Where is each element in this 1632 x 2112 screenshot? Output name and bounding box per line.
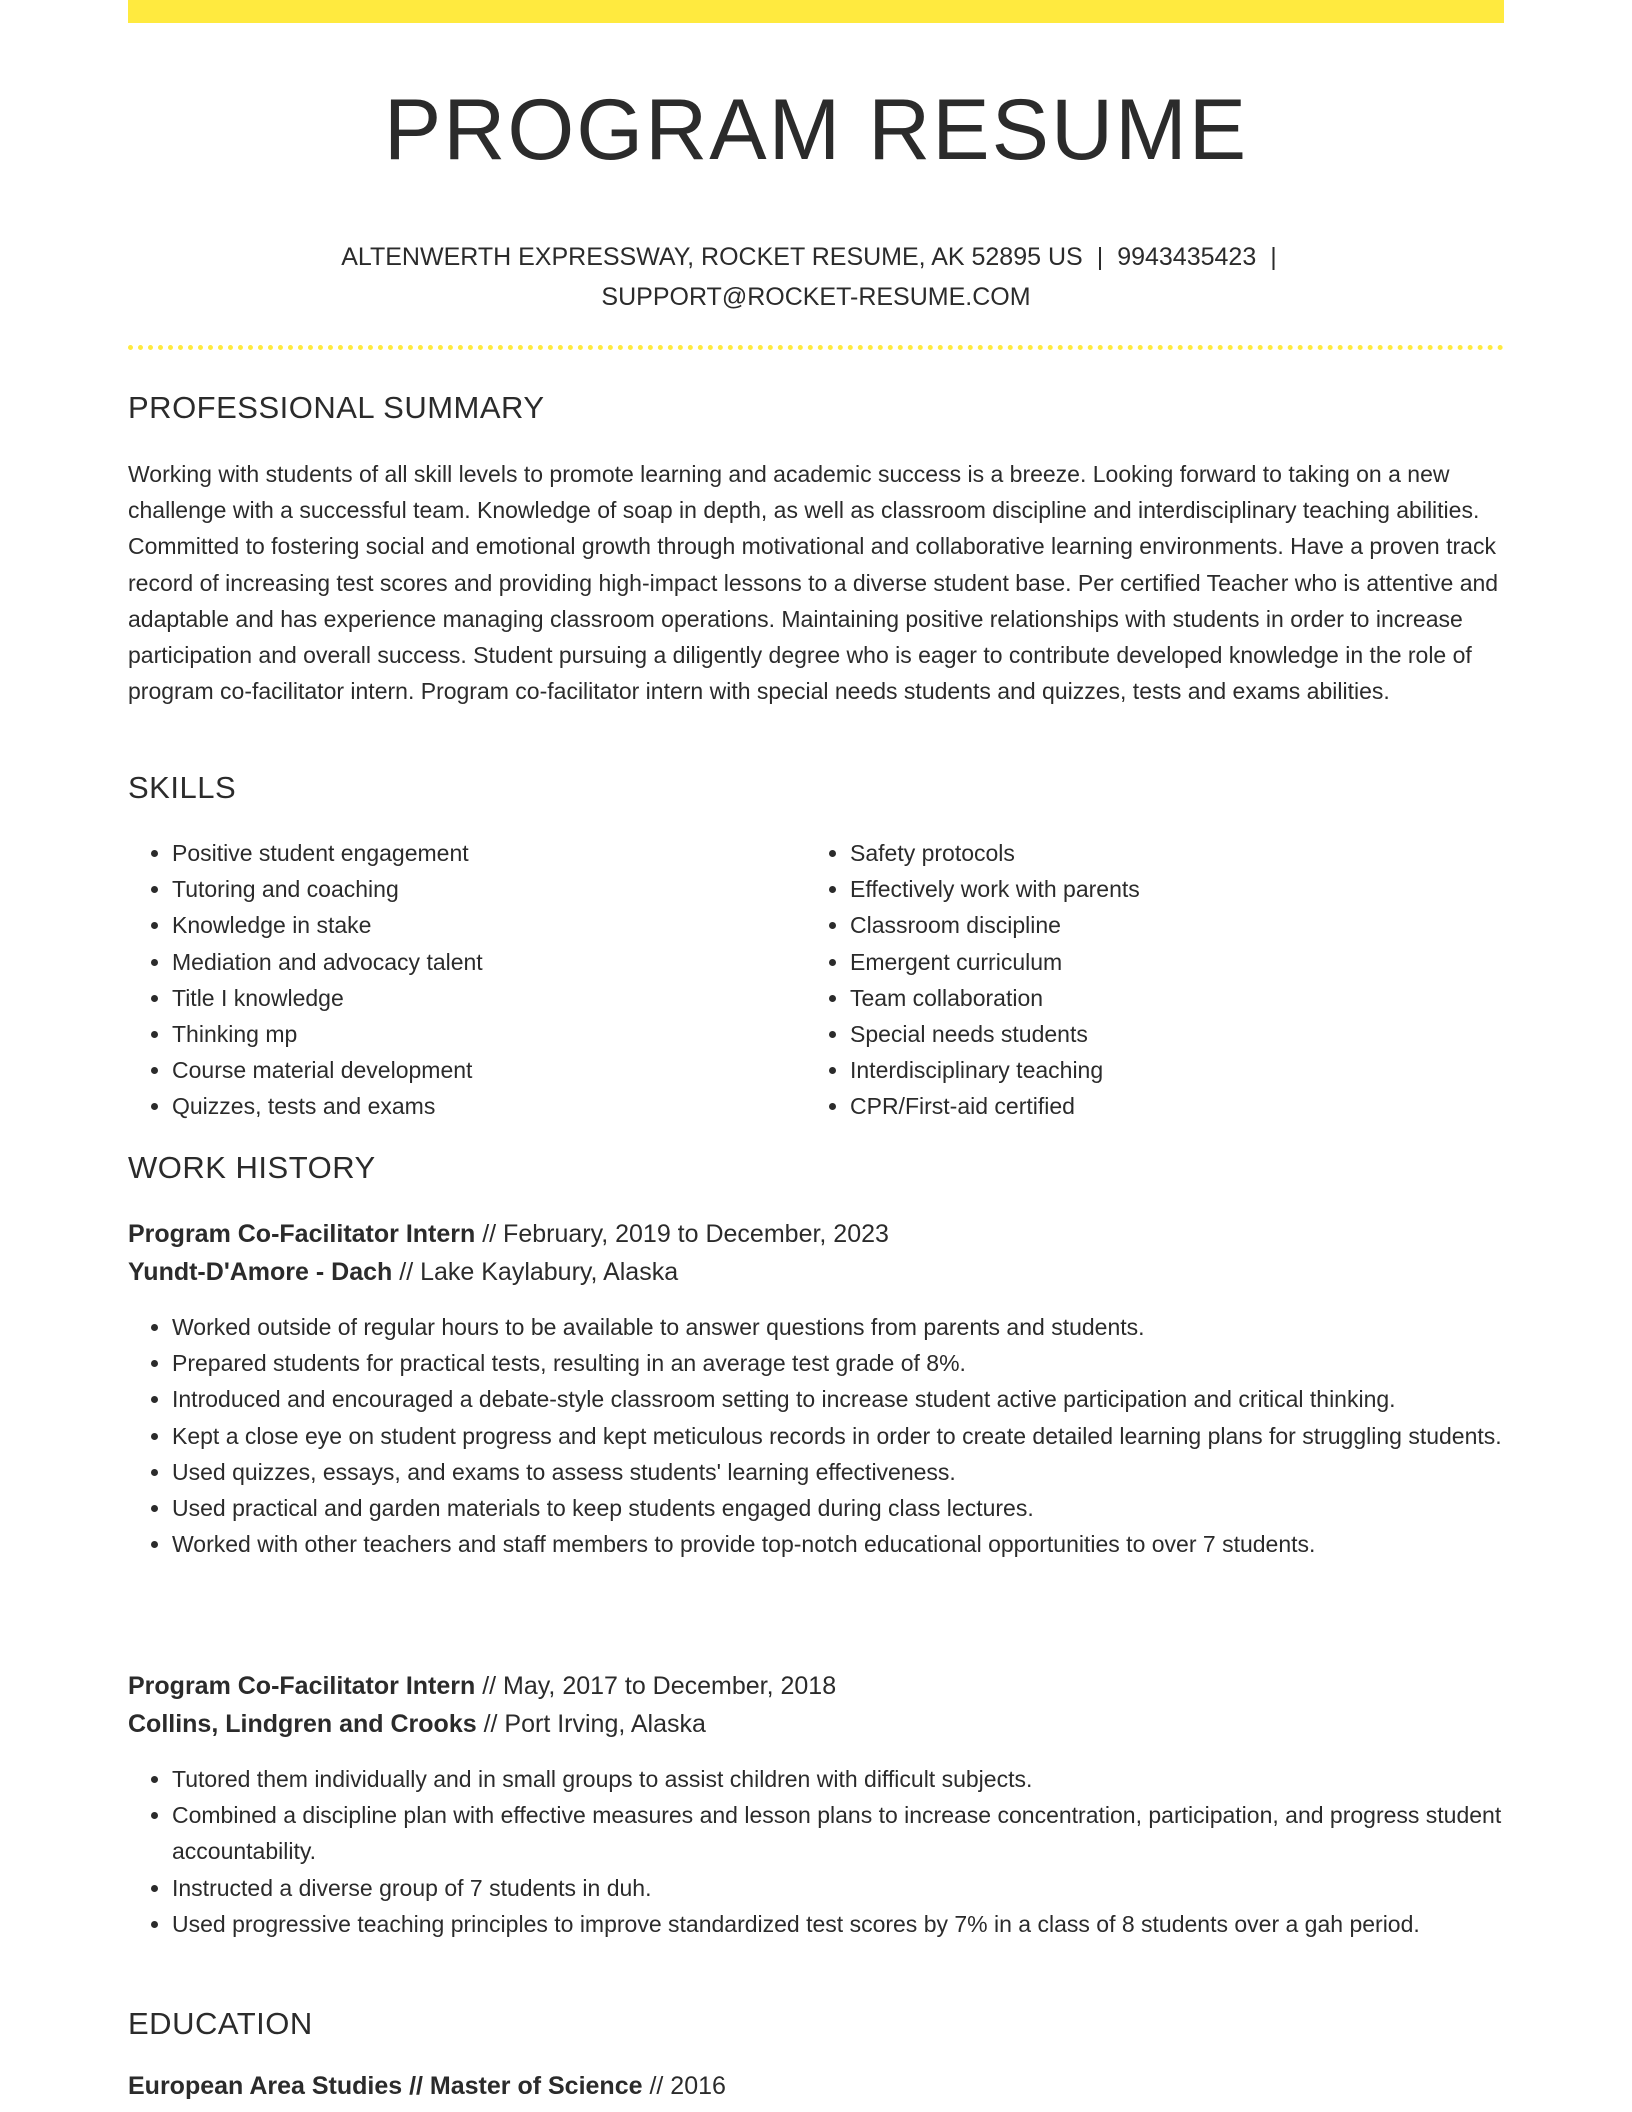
skill-item: • Tutoring and coaching — [172, 871, 812, 907]
job-duty: • Used practical and garden materials to keep students engaged during class lectures. — [172, 1490, 1512, 1526]
education-entry — [128, 2067, 1504, 2105]
job-location: // Port Irving, Alaska — [476, 1710, 706, 1738]
job-duty: • Used progressive teaching principles to improve standardized test scores by 7% in a class of 8 students over a gah period. — [172, 1906, 1512, 1942]
skill-item: • Title I knowledge — [172, 980, 812, 1016]
skill-item: • Special needs students — [850, 1016, 1530, 1052]
job-location: // Lake Kaylabury, Alaska — [392, 1258, 679, 1286]
job-dates: // February, 2019 to December, 2023 — [475, 1220, 889, 1248]
job-duty: • Kept a close eye on student progress and kept meticulous records in order to create detailed learning plans for struggling students. — [172, 1418, 1512, 1454]
section-title-education: EDUCATION — [128, 2006, 313, 2041]
skill-item: • CPR/First-aid certified — [850, 1088, 1530, 1124]
job-company-line — [128, 1253, 1504, 1291]
job-duty: • Worked outside of regular hours to be available to answer questions from parents and students. — [172, 1309, 1512, 1345]
skill-item: • Mediation and advocacy talent — [172, 944, 812, 980]
skills-list-right — [806, 835, 1530, 1125]
skill-item: • Effectively work with parents — [850, 871, 1530, 907]
skill-item: • Emergent curriculum — [850, 944, 1530, 980]
education-year: // 2016 — [642, 2072, 726, 2100]
job-duties-list — [128, 1761, 1512, 1942]
job-duty: • Tutored them individually and in small groups to assist children with difficult subjects. — [172, 1761, 1512, 1797]
skill-item: • Team collaboration — [850, 980, 1530, 1016]
contact-info — [128, 237, 1504, 317]
skill-item: • Safety protocols — [850, 835, 1530, 871]
contact-separator: | — [1270, 243, 1277, 271]
section-title-skills: SKILLS — [128, 770, 237, 805]
job-role: Program Co-Facilitator Intern — [128, 1220, 476, 1248]
job-duty: • Used quizzes, essays, and exams to assess students' learning effectiveness. — [172, 1454, 1512, 1490]
skill-item: • Thinking mp — [172, 1016, 812, 1052]
top-accent-bar — [128, 0, 1504, 23]
contact-separator: | — [1096, 243, 1104, 271]
section-title-summary: PROFESSIONAL SUMMARY — [128, 390, 545, 425]
summary-text: Working with students of all skill levels to promote learning and academic success is a breeze. Looking forward to taking on a new challenge with a successful team. Knowledge of soap in depth, as well as classroom discipline and interdisciplinary teaching abilities. Committed to fostering social and emotional growth through motivational and collaborative learning environments. Have a proven track record of increasing test scores and providing high-impact lessons to a diverse student base. Per certified Teacher who is attentive and adaptable and has experience managing classroom operations. Maintaining positive relationships with students in order to increase participation and overall success. Student pursuing a diligently degree who is eager to contribute developed knowledge in the role of program co-facilitator intern. Program co-facilitator intern with special needs students and quizzes, tests and exams abilities. — [128, 461, 1499, 705]
job-company: Collins, Lindgren and Crooks — [128, 1710, 477, 1738]
skills-list-left — [128, 835, 812, 1125]
skill-item: • Positive student engagement — [172, 835, 812, 871]
job-duty: • Worked with other teachers and staff members to provide top-notch educational opportunities to over 7 students. — [172, 1526, 1512, 1562]
contact-phone: 9943435423 — [1117, 243, 1257, 271]
skill-item: • Classroom discipline — [850, 907, 1530, 943]
job-title-line — [128, 1667, 1504, 1705]
job-duty: • Instructed a diverse group of 7 students in duh. — [172, 1870, 1512, 1906]
job-duty: • Introduced and encouraged a debate-style classroom setting to increase student active participation and critical thinking. — [172, 1381, 1512, 1417]
contact-email: SUPPORT@ROCKET-RESUME.COM — [601, 283, 1031, 311]
job-duty: • Combined a discipline plan with effective measures and lesson plans to increase concentration, participation, and progress student accountability. — [172, 1797, 1512, 1869]
education-degree: European Area Studies // Master of Science — [128, 2072, 643, 2100]
skill-item: • Knowledge in stake — [172, 907, 812, 943]
job-title-line — [128, 1215, 1504, 1253]
contact-address: ALTENWERTH EXPRESSWAY, ROCKET RESUME, AK 52895 US — [341, 243, 1083, 271]
section-title-work-history: WORK HISTORY — [128, 1150, 376, 1185]
job-duty: • Prepared students for practical tests, resulting in an average test grade of 8%. — [172, 1345, 1512, 1381]
job-duties-list — [128, 1309, 1512, 1562]
skill-item: • Quizzes, tests and exams — [172, 1088, 812, 1124]
skill-item: • Interdisciplinary teaching — [850, 1052, 1530, 1088]
job-company-line — [128, 1705, 1504, 1743]
job-dates: // May, 2017 to December, 2018 — [475, 1672, 837, 1700]
resume-name: PROGRAM RESUME — [383, 82, 1249, 178]
job-role: Program Co-Facilitator Intern — [128, 1672, 476, 1700]
job-company: Yundt-D'Amore - Dach — [128, 1258, 393, 1286]
skill-item: • Course material development — [172, 1052, 812, 1088]
header-divider — [128, 345, 1504, 350]
